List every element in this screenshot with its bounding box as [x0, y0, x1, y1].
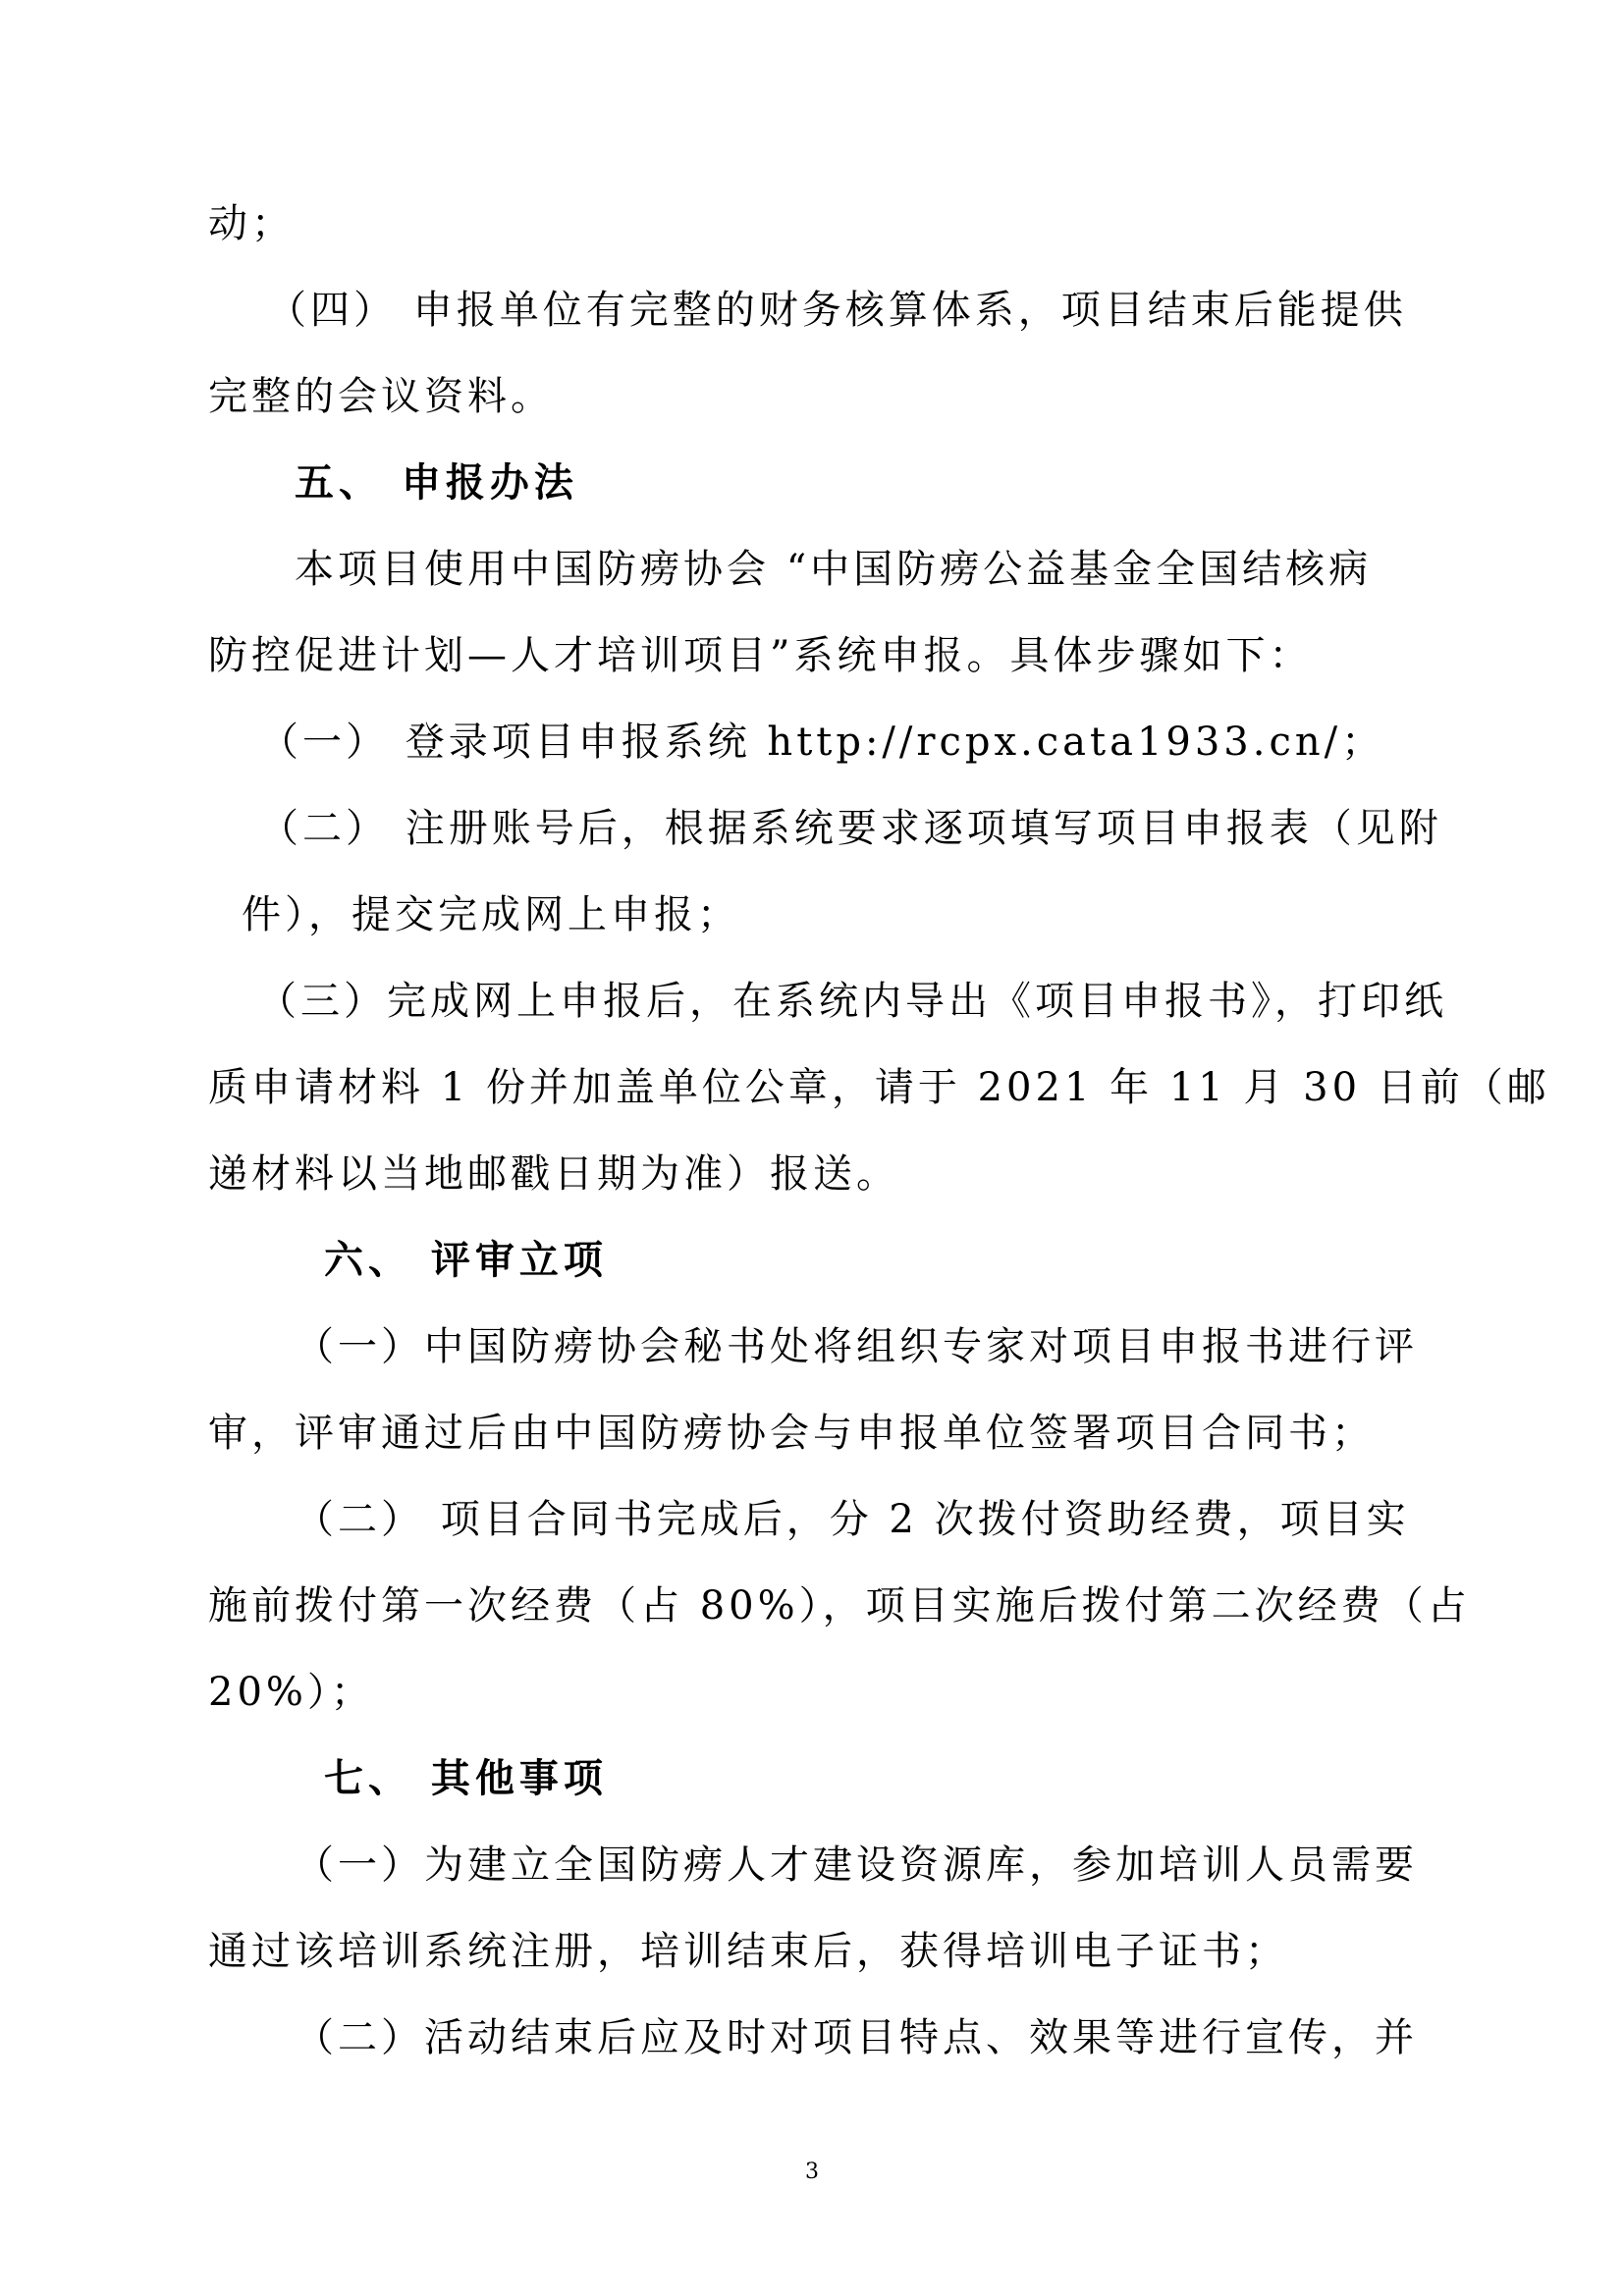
paragraph-line: 施前拨付第一次经费（占 80%），项目实施后拨付第二次经费（占: [208, 1583, 1471, 1629]
paragraph-line: （四） 申报单位有完整的财务核算体系，项目结束后能提供: [267, 288, 1407, 333]
paragraph-line: 本项目使用中国防痨协会 “中国防痨公益基金全国结核病: [295, 547, 1373, 592]
paragraph-line: （三）完成网上申报后，在系统内导出《项目申报书》，打印纸: [257, 979, 1447, 1024]
paragraph-line: 20%）；: [208, 1670, 374, 1715]
paragraph-line: （二） 注册账号后，根据系统要求逐项填写项目申报表（见附: [259, 806, 1442, 851]
section-heading: 五、 申报办法: [295, 460, 578, 506]
paragraph-line: 完整的会议资料。: [208, 374, 554, 419]
paragraph-line: （一）中国防痨协会秘书处将组织专家对项目申报书进行评: [295, 1324, 1418, 1369]
paragraph-line: 质申请材料 1 份并加盖单位公章，请于 2021 年 11 月 30 日前（邮: [208, 1065, 1550, 1110]
paragraph-line: 防控促进计划—人才培训项目”系统申报。具体步骤如下：: [208, 633, 1313, 678]
paragraph-line: 件），提交完成网上申报；: [242, 892, 740, 937]
paragraph-line: （一）为建立全国防痨人才建设资源库，参加培训人员需要: [295, 1842, 1418, 1888]
paragraph-line: 通过该培训系统注册，培训结束后，获得培训电子证书；: [208, 1929, 1288, 1974]
paragraph-line: 递材料以当地邮戳日期为准）报送。: [208, 1151, 899, 1197]
paragraph-line: （二） 项目合同书完成后，分 2 次拨付资助经费，项目实: [295, 1497, 1410, 1542]
paragraph-line: （一） 登录项目申报系统 http://rcpx.cata1933.cn/；: [259, 720, 1385, 765]
page-number: 3: [805, 2160, 819, 2184]
paragraph-line: 审，评审通过后由中国防痨协会与申报单位签署项目合同书；: [208, 1411, 1375, 1456]
section-heading: 六、 评审立项: [324, 1238, 608, 1283]
section-heading: 七、 其他事项: [324, 1756, 608, 1801]
paragraph-line: 动；: [208, 201, 295, 246]
paragraph-line: （二）活动结束后应及时对项目特点、效果等进行宣传，并: [295, 2015, 1418, 2060]
